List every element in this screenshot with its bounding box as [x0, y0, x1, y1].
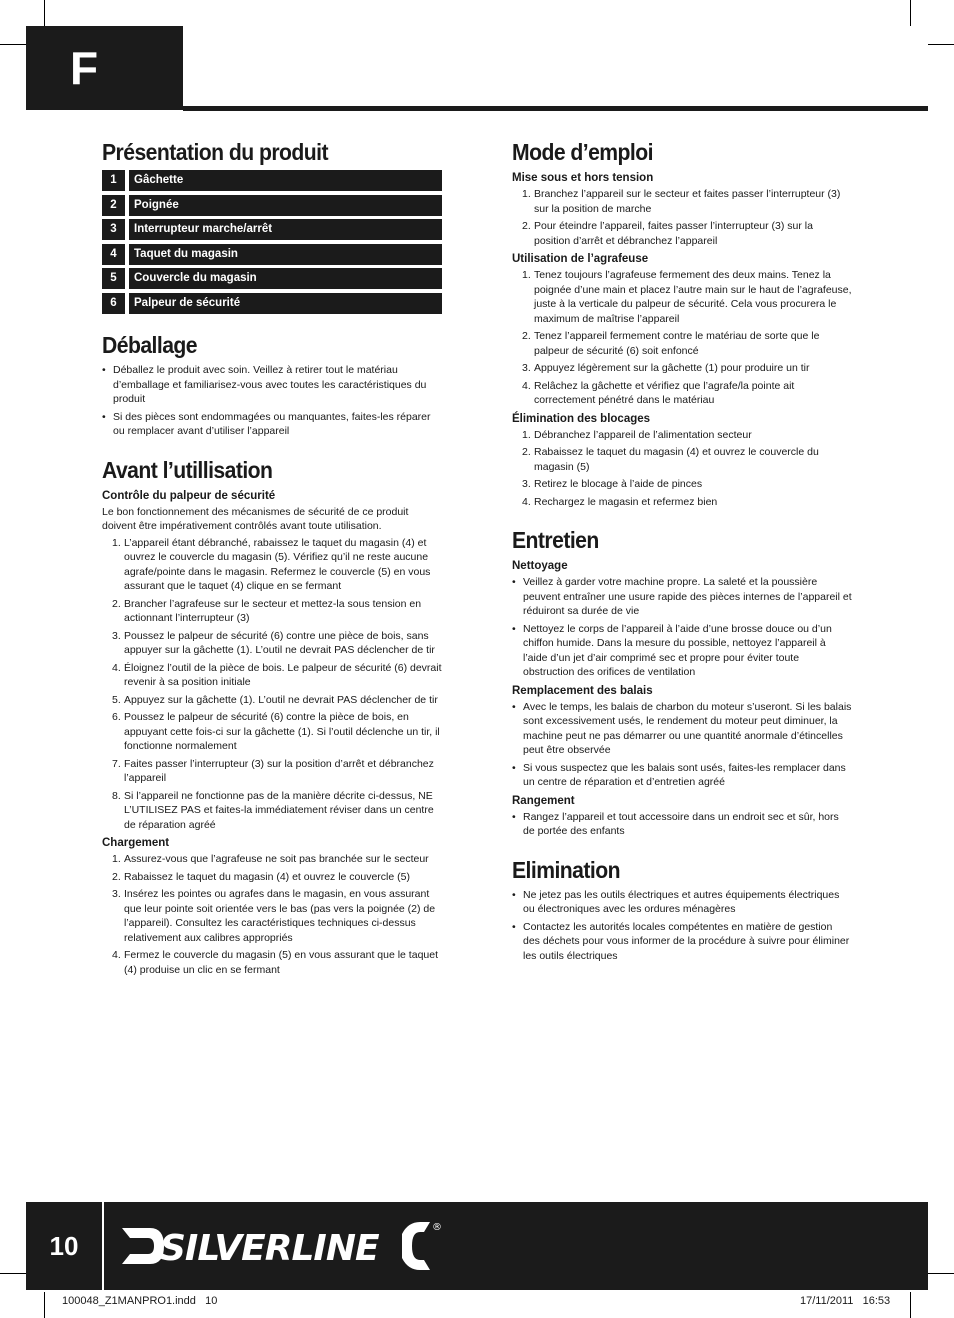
part-label: Interrupteur marche/arrêt [129, 219, 442, 240]
list-item: 2. Brancher l’agrafeuse sur le secteur et mettez-la sous tension en actionnant l’interrupteur (3) [112, 597, 422, 624]
part-label: Taquet du magasin [129, 244, 442, 265]
part-row [102, 219, 442, 240]
part-label: Poignée [129, 195, 442, 216]
cleaning-list [512, 575, 852, 680]
list-item: • Avec le temps, les balais de charbon du moteur s’useront. Si les balais sont excessivement usés, le rendement du moteur peut diminuer, la machine peut ne pas démarrer ou une quantité anormale d’étincelles peut être observée [512, 700, 852, 758]
disposal-title: Elimination [512, 856, 620, 883]
list-item: 2. Rabaissez le taquet du magasin (4) et ouvrez le couvercle (5) [112, 870, 410, 883]
part-number: 4 [102, 244, 125, 265]
list-item: 3. Poussez le palpeur de sécurité (6) contre une pièce de bois, sans appuyer sur la gâchette (1). L’outil ne devrait PAS déclencher de tir [112, 629, 435, 656]
part-label: Palpeur de sécurité [129, 293, 442, 314]
silverline-logo-icon [120, 1214, 450, 1278]
part-number: 2 [102, 195, 125, 216]
operation-title: Mode d’emploi [512, 139, 653, 165]
crop-mark [44, 0, 45, 26]
list-item: • Si vous suspectez que les balais sont usés, faites-les remplacer dans un centre de réparation et d’entretien agréé [512, 761, 852, 790]
list-item: 1. Tenez toujours l’agrafeuse fermement des deux mains. Tenez la poignée d’une main et placez l’autre main sur le haut de l’agrafeuse, juste à la verticale du palpeur de sécurité. Cela vous procurera le maximum de maîtrise l’appareil [522, 269, 852, 325]
cleaning-heading: Nettoyage [512, 560, 568, 572]
footer-timestamp: 17/11/2011 16:53 [800, 1295, 891, 1307]
part-number: 1 [102, 170, 125, 191]
jam-steps [512, 428, 852, 510]
storage-heading: Rangement [512, 794, 575, 807]
check-intro: Le bon fonctionnement des mécanismes de sécurité de ce produit doivent être impérativement contrôlés avant toute utilisation. [102, 505, 409, 532]
unpacking-title: Déballage [102, 332, 198, 358]
list-item: • Déballez le produit avec soin. Veillez à retirer tout le matériau d’emballage et familiarisez-vous avec toutes les caractéristiques du produit [102, 363, 442, 407]
crop-mark [910, 0, 911, 26]
switch-steps [512, 187, 852, 248]
list-item: 4. Rechargez le magasin et refermez bien [522, 495, 718, 508]
language-letter: F [70, 42, 99, 94]
list-item: • Si des pièces sont endommagées ou manquantes, faites-les réparer ou remplacer avant d’utiliser l’appareil [102, 410, 442, 439]
list-item: 1. Débranchez l’appareil de l’alimentation secteur [522, 428, 752, 441]
list-item: 2. Tenez l’appareil fermement contre le matériau de sorte que le palpeur de sécurité (6) soit enfoncé [522, 330, 820, 357]
list-item: • Veillez à garder votre machine propre. La saleté et la poussière peuvent entraîner une usure rapide des pièces internes de l’appareil et réduiront sa durée de vie [512, 575, 852, 619]
list-item: 1. L’appareil étant débranché, rabaissez le taquet du magasin (4) et ouvrez le couvercle du magasin (5). Vérifiez qu’il ne reste aucune agrafe/pointe dans le magasin. Refermez le couvercle (5) en vous assurant que le taquet (4) clique en se fermant [112, 536, 431, 592]
crop-mark [928, 44, 954, 45]
brushes-list [512, 700, 852, 790]
crop-mark [44, 1292, 45, 1318]
list-item: 8. Si l’appareil ne fonctionne pas de la manière décrite ci-dessus, NE L’UTILISEZ PAS et faites-la immédiatement réviser dans un centre de réparation agréé [112, 789, 434, 831]
part-label: Couvercle du magasin [129, 268, 442, 289]
jam-heading: Élimination des blocages [512, 412, 651, 425]
use-heading: Utilisation de l’agrafeuse [512, 253, 649, 265]
part-row [102, 170, 442, 191]
right-column [512, 138, 852, 966]
parts-list [102, 170, 442, 314]
page-number: 10 [49, 1230, 79, 1261]
product-title: Présentation du produit [102, 139, 328, 165]
list-item: 2. Rabaissez le taquet du magasin (4) et ouvrez le couvercle du magasin (5) [522, 446, 819, 473]
loading-steps [102, 852, 442, 977]
brand-text: SILVERLINE [160, 1228, 379, 1269]
crop-mark [0, 1273, 26, 1274]
silverline-logo [120, 1214, 450, 1283]
crop-mark [928, 1273, 954, 1274]
list-item: 5. Appuyez sur la gâchette (1). L’outil ne devrait PAS déclencher de tir [112, 693, 438, 706]
use-steps [512, 268, 852, 408]
list-item: 3. Insérez les pointes ou agrafes dans le magasin, en vous assurant que leur pointe soit orientée vers le bas (pas vers la poignée (2) de l’appareil). Consultez les caractéristiques techniques ci-dessus relativement aux calibres appropriés [112, 888, 436, 944]
crop-mark [910, 1292, 911, 1318]
switch-heading: Mise sous et hors tension [512, 172, 654, 184]
brushes-heading: Remplacement des balais [512, 684, 653, 697]
list-item: • Contactez les autorités locales compétentes en matière de gestion des déchets pour vous informer de la procédure à suivre pour éliminer les outils électriques [512, 920, 852, 964]
part-row [102, 244, 442, 265]
maintenance-title: Entretien [512, 527, 599, 553]
disposal-list [512, 888, 852, 964]
registered-mark: ® [432, 1222, 442, 1233]
part-number: 3 [102, 219, 125, 240]
part-number: 6 [102, 293, 125, 314]
language-tab [26, 26, 183, 110]
check-heading: Contrôle du palpeur de sécurité [102, 489, 276, 502]
header-rule [183, 106, 928, 111]
part-row [102, 293, 442, 314]
storage-list [512, 810, 852, 839]
list-item: 2. Pour éteindre l’appareil, faites passer l’interrupteur (3) sur la position d’arrêt et débranchez l’appareil [522, 220, 813, 247]
left-column [102, 138, 442, 980]
footer-bar [26, 1202, 928, 1290]
check-steps [102, 536, 442, 833]
part-label: Gâchette [129, 170, 442, 191]
list-item: 4. Fermez le couvercle du magasin (5) en vous assurant que le taquet (4) produise un clic en se fermant [112, 949, 439, 976]
loading-heading: Chargement [102, 837, 170, 849]
list-item: • Rangez l’appareil et tout accessoire dans un endroit sec et sûr, hors de portée des enfants [512, 810, 852, 839]
list-item: 4. Éloignez l’outil de la pièce de bois. Le palpeur de sécurité (6) devrait revenir à sa position initiale [112, 661, 442, 688]
list-item: 4. Relâchez la gâchette et vérifiez que l’agrafe/la pointe ait correctement pénétré dans le matériau [522, 379, 795, 406]
page-divider [102, 1202, 104, 1290]
list-item: • Ne jetez pas les outils électriques et autres équipements électriques ou électroniques avec les ordures ménagères [512, 888, 852, 917]
list-item: 3. Retirez le blocage à l’aide de pinces [522, 478, 703, 490]
part-row [102, 268, 442, 289]
list-item: 3. Appuyez légèrement sur la gâchette (1) pour produire un tir [522, 362, 810, 374]
list-item: • Nettoyez le corps de l’appareil à l’aide d’une brosse douce ou d’un chiffon humide. Dans la mesure du possible, nettoyez l’appareil à l’aide d’un jet d’air comprimé sec et propre pour éviter toute obstruction des orifices de ventilation [512, 622, 852, 680]
list-item: 1. Branchez l’appareil sur le secteur et faites passer l’interrupteur (3) sur la position de marche [522, 188, 841, 215]
unpacking-list [102, 363, 442, 439]
part-number: 5 [102, 268, 125, 289]
list-item: 6. Poussez le palpeur de sécurité (6) contre la pièce de bois, en appuyant cette fois-ci sur la gâchette (1). Si l’outil déclenche un tir, il fonctionne normalement [112, 711, 440, 752]
list-item: 1. Assurez-vous que l’agrafeuse ne soit pas branchée sur le secteur [112, 853, 429, 865]
footer-file-info: 100048_Z1MANPRO1.indd 10 [62, 1295, 218, 1307]
part-row [102, 195, 442, 216]
crop-mark [0, 44, 26, 45]
list-item: 7. Faites passer l’interrupteur (3) sur la position d’arrêt et débranchez l’appareil [112, 757, 434, 784]
before-use-title: Avant l’utillisation [102, 456, 273, 483]
